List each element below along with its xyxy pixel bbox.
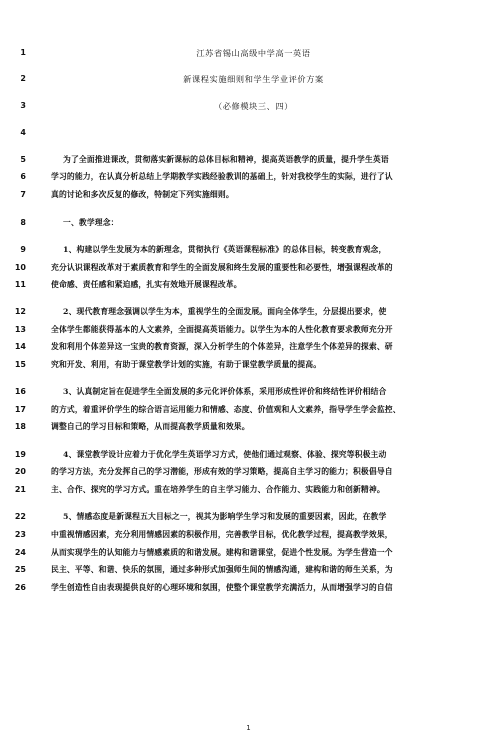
- line-number: 13: [14, 325, 26, 334]
- body-text-line: 的学习方法，充分发挥自己的学习潜能，形成有效的学习策略，提高自主学习的能力；积极倡导自: [51, 467, 393, 476]
- body-text-line: 的方式，着重评价学生的综合语言运用能力和情感、态度、价值观和人文素养，指导学生学会监控、: [51, 405, 401, 414]
- line-number: 25: [14, 565, 26, 574]
- line-number: 14: [14, 342, 26, 351]
- line-number: 5: [20, 155, 26, 164]
- document-line: [0, 546, 497, 560]
- document-line: [0, 278, 497, 292]
- document-line: [0, 170, 497, 184]
- document-line: [0, 448, 497, 462]
- body-text-line: 为了全面推进课改，贯彻落实新课标的总体目标和精神，提高英语教学的质量，提升学生英语: [63, 155, 389, 164]
- document-line: [0, 581, 497, 595]
- page-number: 1: [246, 724, 251, 732]
- line-number: 2: [20, 74, 26, 83]
- title-line: 江苏省锡山高级中学高一英语: [196, 48, 311, 58]
- body-text-line: 一、教学理念：: [63, 218, 119, 227]
- body-text-line: 5、情感态度是新课程五大目标之一，视其为影响学生学习和发展的重要因素，因此，在教学: [63, 512, 387, 521]
- document-line: [0, 261, 497, 275]
- document-line: [0, 483, 497, 497]
- line-number: 10: [14, 263, 26, 272]
- body-text-line: 使命感、责任感和紧迫感，扎实有效地开展课程改革。: [51, 280, 242, 289]
- body-text-line: 1、构建以学生发展为本的新理念，贯彻执行《英语课程标准》的总体目标，转变教育观念，: [63, 245, 387, 254]
- line-number: 9: [20, 245, 26, 254]
- document-line: [0, 510, 497, 524]
- body-text-line: 主、合作、探究的学习方式。重在培养学生的自主学习能力、合作能力、实践能力和创新精神。: [51, 485, 385, 494]
- line-number: 21: [14, 485, 26, 494]
- document-line: [0, 563, 497, 577]
- line-number: 18: [14, 422, 26, 431]
- document-line: [0, 153, 497, 167]
- line-number: 4: [20, 128, 26, 137]
- document-line: [0, 528, 497, 542]
- line-number: 26: [14, 583, 26, 592]
- body-text-line: 全体学生都能获得基本的人文素养，全面提高英语能力。以学生为本的人性化教育要求教师充分开: [51, 325, 393, 334]
- document-line: [0, 358, 497, 372]
- document-line: [0, 465, 497, 479]
- document-line: [0, 243, 497, 257]
- document-line: [0, 305, 497, 319]
- line-number: 24: [14, 548, 26, 557]
- line-number: 17: [14, 405, 26, 414]
- line-number: 22: [14, 512, 26, 521]
- body-text-line: 究和开发、利用，有助于课堂教学计划的实施，有助于课堂教学质量的提高。: [51, 360, 322, 369]
- line-number: 11: [14, 280, 26, 289]
- document-line: [0, 46, 497, 60]
- body-text-line: 民主、平等、和谐、快乐的氛围，通过多种形式加强师生间的情感沟通，建构和谐的师生关系，为: [51, 565, 393, 574]
- line-number: 8: [20, 218, 26, 227]
- line-number: 1: [20, 48, 26, 57]
- body-text-line: 充分认识课程改革对于素质教育和学生的全面发展和终生发展的重要性和必要性，增强课程改革的: [51, 263, 393, 272]
- line-number: 20: [14, 467, 26, 476]
- body-text-line: 从而实现学生的认知能力与情感素质的和谐发展。建构和谐课堂，促进个性发展。为学生营造一个: [51, 548, 393, 557]
- body-text-line: 发和利用个体差异这一宝贵的教育资源，深入分析学生的个体差异，注意学生个体差异的探索、研: [51, 342, 393, 351]
- document-line: [0, 188, 497, 202]
- line-number: 19: [14, 450, 26, 459]
- body-text-line: 3、认真制定旨在促进学生全面发展的多元化评价体系，采用形成性评价和终结性评价相结合: [63, 387, 387, 396]
- document-line: [0, 420, 497, 434]
- document-line: [0, 403, 497, 417]
- line-number: 23: [14, 530, 26, 539]
- body-text-line: 学生创造性自由表现提供良好的心理环境和氛围，使整个课堂教学充满活力，从而增强学习的自信: [51, 583, 393, 592]
- body-text-line: 4、课堂教学设计应着力于优化学生英语学习方式，使他们通过观察、体验、探究等积极主动: [63, 450, 387, 459]
- line-number: 12: [14, 307, 26, 316]
- title-line: 新课程实施细则和学生学业评价方案: [183, 74, 324, 84]
- body-text-line: 真的讨论和多次反复的修改，特制定下列实施细则。: [51, 190, 234, 199]
- line-number: 15: [14, 360, 26, 369]
- document-line: [0, 72, 497, 86]
- body-text-line: 调整自己的学习目标和策略，从而提高教学质量和效果。: [51, 422, 250, 431]
- body-text-line: 2、现代教育理念强调以学生为本，重视学生的全面发展。面向全体学生，分层提出要求，使: [63, 307, 387, 316]
- body-text-line: 中重视情感因素，充分利用情感因素的积极作用，完善教学目标，优化教学过程，提高教学效果，: [51, 530, 393, 539]
- document-line: [0, 323, 497, 337]
- body-text-line: 学习的能力，在认真分析总结上学期教学实践经验教训的基础上，针对我校学生的实际，进行了认: [51, 172, 393, 181]
- title-line: （必修模块三、四）: [213, 101, 294, 111]
- line-number: 3: [20, 101, 26, 110]
- document-line: [0, 99, 497, 113]
- document-line: [0, 340, 497, 354]
- document-line: [0, 385, 497, 399]
- line-number: 16: [14, 387, 26, 396]
- line-number: 6: [20, 172, 26, 181]
- line-number: 7: [20, 190, 26, 199]
- document-line: [0, 126, 497, 140]
- document-line: [0, 216, 497, 230]
